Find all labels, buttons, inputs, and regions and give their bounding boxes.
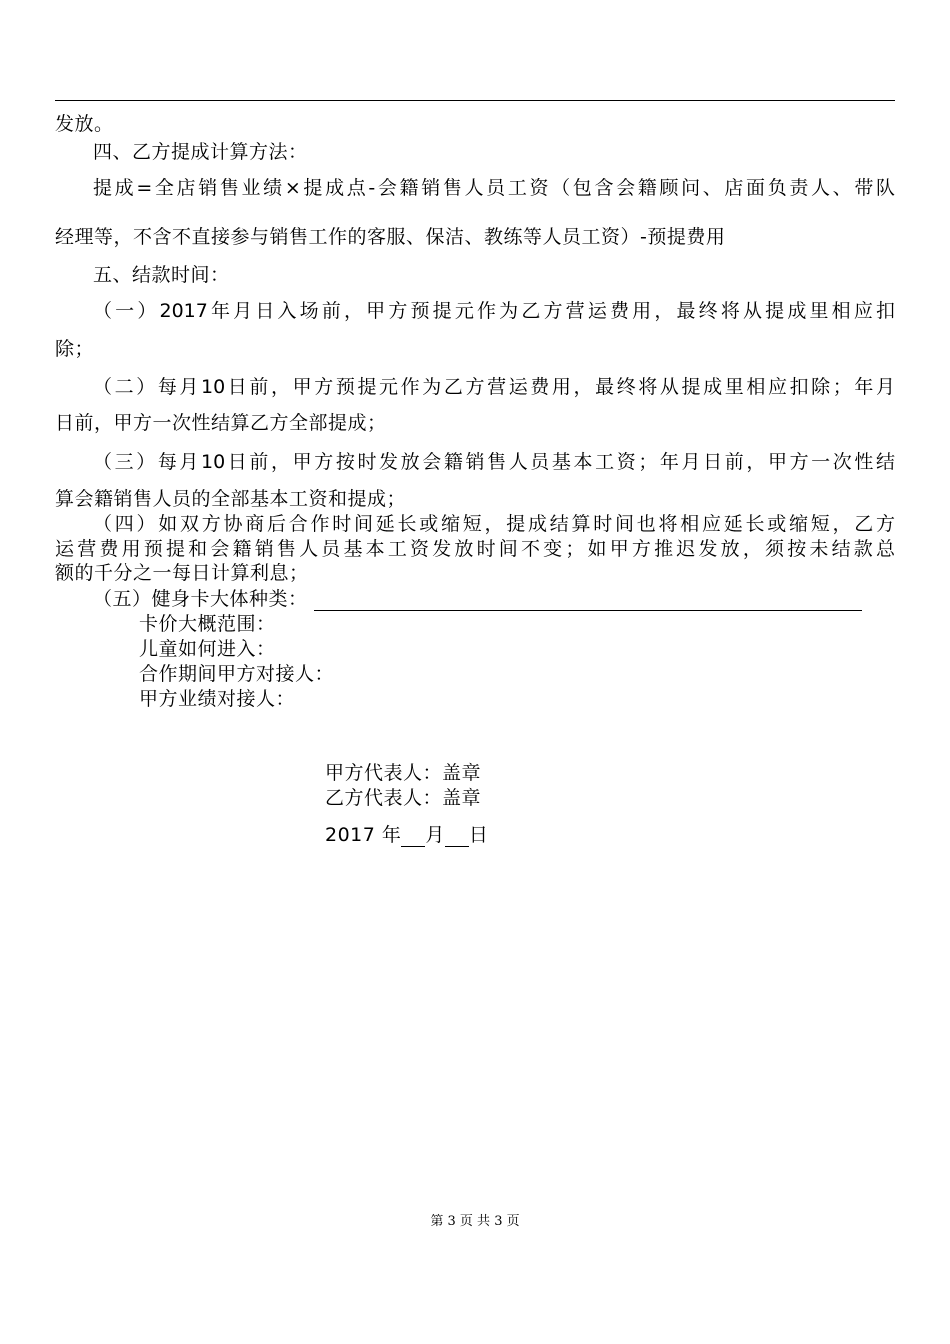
text-line: 除； [55, 338, 95, 360]
text-line: （四）如双方协商后合作时间延长或缩短，提成结算时间也将相应延长或缩短，乙方 [93, 513, 895, 535]
card-types-line [55, 587, 895, 611]
party-a-contact-label: 合作期间甲方对接人： [139, 663, 335, 685]
text-line: 发放。 [55, 113, 114, 135]
date-month: 月 [425, 824, 445, 846]
text-line: 经理等，不含不直接参与销售工作的客服、保洁、教练等人员工资）-预提费用 [55, 226, 726, 248]
card-types-label: （五）健身卡大体种类： [93, 588, 308, 610]
card-price-label: 卡价大概范围： [139, 613, 276, 635]
party-a-signature-label: 甲方代表人：盖章 [325, 762, 482, 784]
card-types-blank [314, 592, 862, 611]
party-a-sales-contact-label: 甲方业绩对接人： [139, 688, 296, 710]
date-line [325, 823, 488, 847]
text-line: 运营费用预提和会籍销售人员基本工资发放时间不变；如甲方推迟发放，须按未结款总 [55, 538, 895, 560]
date-year: 2017 年 [325, 824, 402, 846]
party-b-signature-label: 乙方代表人：盖章 [325, 787, 482, 809]
section-heading: 四、乙方提成计算方法： [93, 141, 308, 163]
text-line: 额的千分之一每日计算利息； [55, 562, 309, 584]
day-blank [445, 828, 469, 847]
section-heading: 五、结款时间： [93, 264, 230, 286]
text-line: 算会籍销售人员的全部基本工资和提成； [55, 488, 407, 510]
date-day: 日 [468, 824, 489, 846]
text-line: （一）2017年月日入场前，甲方预提元作为乙方营运费用，最终将从提成里相应扣 [93, 300, 895, 322]
text-line: （二）每月10日前，甲方预提元作为乙方营运费用，最终将从提成里相应扣除；年月 [93, 376, 895, 398]
text-line: （三）每月10日前，甲方按时发放会籍销售人员基本工资；年月日前，甲方一次性结 [93, 451, 895, 473]
page-number: 第 3 页 共 3 页 [430, 1214, 520, 1229]
text-line: 提成=全店销售业绩×提成点-会籍销售人员工资（包含会籍顾问、店面负责人、带队 [93, 177, 895, 199]
header-rule [55, 100, 895, 101]
month-blank [401, 828, 425, 847]
text-line: 日前，甲方一次性结算乙方全部提成； [55, 412, 387, 434]
child-entry-label: 儿童如何进入： [139, 638, 276, 660]
